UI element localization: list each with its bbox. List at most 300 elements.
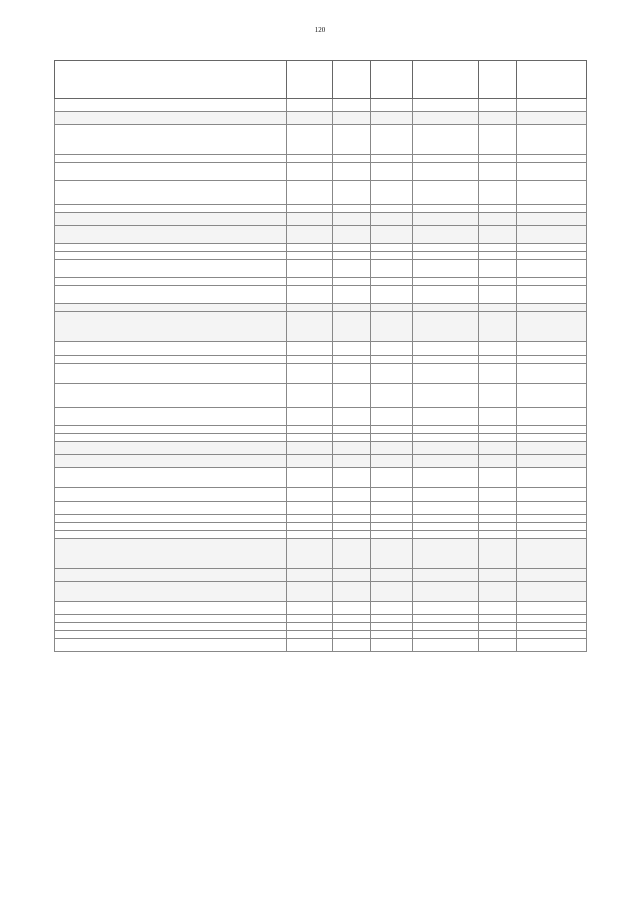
cell-amount <box>517 155 587 163</box>
cell-target-item <box>413 205 479 213</box>
cell-subsection <box>371 125 413 155</box>
cell-expense-type <box>479 539 517 569</box>
cell-subsection <box>371 312 413 342</box>
cell-subsection <box>371 286 413 304</box>
table-row <box>55 615 587 623</box>
table-row <box>55 426 587 434</box>
cell-amount <box>517 244 587 252</box>
column-header-amount <box>517 61 587 99</box>
cell-expense-type <box>479 515 517 523</box>
table-row <box>55 531 587 539</box>
table-row <box>55 244 587 252</box>
cell-name <box>55 226 287 244</box>
table-row <box>55 639 587 652</box>
cell-amount <box>517 408 587 426</box>
cell-name <box>55 623 287 631</box>
cell-subsection <box>371 502 413 515</box>
cell-amount <box>517 342 587 356</box>
cell-name <box>55 384 287 408</box>
cell-section <box>333 226 371 244</box>
cell-section <box>333 213 371 226</box>
cell-section <box>333 99 371 112</box>
cell-name <box>55 213 287 226</box>
cell-target-item <box>413 213 479 226</box>
column-header-section <box>333 61 371 99</box>
cell-amount <box>517 631 587 639</box>
cell-name <box>55 356 287 364</box>
cell-expense-type <box>479 523 517 531</box>
table-row <box>55 631 587 639</box>
cell-name <box>55 615 287 623</box>
cell-target-item <box>413 631 479 639</box>
cell-department <box>287 639 333 652</box>
cell-subsection <box>371 488 413 502</box>
cell-amount <box>517 531 587 539</box>
cell-section <box>333 631 371 639</box>
cell-department <box>287 408 333 426</box>
cell-name <box>55 515 287 523</box>
cell-subsection <box>371 602 413 615</box>
cell-department <box>287 631 333 639</box>
table-row <box>55 523 587 531</box>
cell-department <box>287 244 333 252</box>
cell-expense-type <box>479 531 517 539</box>
table-row <box>55 502 587 515</box>
cell-expense-type <box>479 213 517 226</box>
cell-expense-type <box>479 244 517 252</box>
cell-target-item <box>413 426 479 434</box>
table-row <box>55 312 587 342</box>
cell-amount <box>517 615 587 623</box>
cell-name <box>55 252 287 260</box>
cell-section <box>333 364 371 384</box>
cell-subsection <box>371 623 413 631</box>
cell-department <box>287 434 333 442</box>
cell-name <box>55 244 287 252</box>
cell-section <box>333 205 371 213</box>
cell-department <box>287 569 333 582</box>
cell-subsection <box>371 244 413 252</box>
cell-amount <box>517 582 587 602</box>
cell-subsection <box>371 181 413 205</box>
cell-expense-type <box>479 181 517 205</box>
cell-section <box>333 112 371 125</box>
cell-name <box>55 468 287 488</box>
table-row <box>55 384 587 408</box>
page-number: 120 <box>314 26 326 34</box>
cell-target-item <box>413 112 479 125</box>
table-row <box>55 278 587 286</box>
cell-expense-type <box>479 434 517 442</box>
cell-expense-type <box>479 342 517 356</box>
cell-amount <box>517 304 587 312</box>
cell-subsection <box>371 260 413 278</box>
cell-subsection <box>371 226 413 244</box>
cell-amount <box>517 252 587 260</box>
cell-expense-type <box>479 278 517 286</box>
cell-subsection <box>371 408 413 426</box>
cell-section <box>333 539 371 569</box>
cell-department <box>287 286 333 304</box>
cell-expense-type <box>479 408 517 426</box>
cell-section <box>333 523 371 531</box>
cell-section <box>333 488 371 502</box>
cell-name <box>55 502 287 515</box>
cell-subsection <box>371 205 413 213</box>
cell-target-item <box>413 155 479 163</box>
cell-subsection <box>371 455 413 468</box>
cell-target-item <box>413 278 479 286</box>
cell-department <box>287 384 333 408</box>
table-row <box>55 304 587 312</box>
cell-amount <box>517 181 587 205</box>
cell-department <box>287 278 333 286</box>
cell-amount <box>517 523 587 531</box>
cell-amount <box>517 112 587 125</box>
cell-section <box>333 384 371 408</box>
cell-expense-type <box>479 163 517 181</box>
cell-subsection <box>371 639 413 652</box>
cell-subsection <box>371 434 413 442</box>
cell-expense-type <box>479 502 517 515</box>
cell-section <box>333 278 371 286</box>
cell-expense-type <box>479 631 517 639</box>
cell-name <box>55 364 287 384</box>
cell-subsection <box>371 582 413 602</box>
cell-subsection <box>371 99 413 112</box>
cell-subsection <box>371 356 413 364</box>
cell-expense-type <box>479 602 517 615</box>
cell-target-item <box>413 244 479 252</box>
cell-target-item <box>413 569 479 582</box>
cell-section <box>333 582 371 602</box>
cell-name <box>55 286 287 304</box>
cell-name <box>55 523 287 531</box>
cell-section <box>333 408 371 426</box>
cell-section <box>333 515 371 523</box>
cell-section <box>333 426 371 434</box>
cell-expense-type <box>479 226 517 244</box>
cell-department <box>287 213 333 226</box>
cell-target-item <box>413 623 479 631</box>
cell-section <box>333 252 371 260</box>
cell-department <box>287 539 333 569</box>
table-row <box>55 442 587 455</box>
table-row <box>55 356 587 364</box>
cell-name <box>55 426 287 434</box>
cell-name <box>55 569 287 582</box>
table-row <box>55 623 587 631</box>
cell-section <box>333 602 371 615</box>
cell-amount <box>517 623 587 631</box>
cell-expense-type <box>479 205 517 213</box>
table-row <box>55 434 587 442</box>
cell-department <box>287 342 333 356</box>
cell-name <box>55 205 287 213</box>
table-row <box>55 342 587 356</box>
cell-target-item <box>413 523 479 531</box>
column-header-expense-type <box>479 61 517 99</box>
cell-department <box>287 426 333 434</box>
cell-name <box>55 112 287 125</box>
cell-department <box>287 260 333 278</box>
cell-name <box>55 408 287 426</box>
cell-section <box>333 286 371 304</box>
cell-target-item <box>413 226 479 244</box>
cell-subsection <box>371 442 413 455</box>
cell-amount <box>517 278 587 286</box>
cell-department <box>287 312 333 342</box>
table-row <box>55 539 587 569</box>
cell-name <box>55 312 287 342</box>
cell-amount <box>517 213 587 226</box>
cell-section <box>333 244 371 252</box>
cell-amount <box>517 539 587 569</box>
table-row <box>55 569 587 582</box>
cell-target-item <box>413 304 479 312</box>
cell-department <box>287 442 333 455</box>
column-header-name <box>55 61 287 99</box>
cell-subsection <box>371 342 413 356</box>
cell-department <box>287 364 333 384</box>
cell-subsection <box>371 112 413 125</box>
cell-section <box>333 468 371 488</box>
cell-subsection <box>371 426 413 434</box>
cell-subsection <box>371 631 413 639</box>
cell-amount <box>517 515 587 523</box>
cell-department <box>287 623 333 631</box>
cell-target-item <box>413 488 479 502</box>
cell-name <box>55 260 287 278</box>
cell-department <box>287 252 333 260</box>
cell-department <box>287 523 333 531</box>
table-row <box>55 455 587 468</box>
cell-section <box>333 569 371 582</box>
table-body <box>55 99 587 652</box>
table-row <box>55 205 587 213</box>
cell-target-item <box>413 286 479 304</box>
cell-target-item <box>413 455 479 468</box>
cell-name <box>55 99 287 112</box>
cell-target-item <box>413 531 479 539</box>
cell-department <box>287 181 333 205</box>
cell-subsection <box>371 278 413 286</box>
table-row <box>55 112 587 125</box>
cell-subsection <box>371 364 413 384</box>
table-header-row <box>55 61 587 99</box>
cell-name <box>55 531 287 539</box>
cell-name <box>55 342 287 356</box>
cell-amount <box>517 426 587 434</box>
cell-subsection <box>371 304 413 312</box>
cell-target-item <box>413 364 479 384</box>
cell-name <box>55 631 287 639</box>
cell-subsection <box>371 213 413 226</box>
cell-expense-type <box>479 99 517 112</box>
cell-expense-type <box>479 455 517 468</box>
cell-target-item <box>413 468 479 488</box>
cell-name <box>55 582 287 602</box>
cell-amount <box>517 468 587 488</box>
cell-amount <box>517 356 587 364</box>
cell-target-item <box>413 515 479 523</box>
cell-name <box>55 434 287 442</box>
table-row <box>55 213 587 226</box>
cell-target-item <box>413 356 479 364</box>
table-row <box>55 155 587 163</box>
table-row <box>55 468 587 488</box>
cell-section <box>333 623 371 631</box>
cell-amount <box>517 260 587 278</box>
column-header-subsection <box>371 61 413 99</box>
cell-amount <box>517 286 587 304</box>
cell-expense-type <box>479 623 517 631</box>
cell-name <box>55 455 287 468</box>
cell-amount <box>517 312 587 342</box>
cell-expense-type <box>479 442 517 455</box>
table-row <box>55 99 587 112</box>
cell-name <box>55 181 287 205</box>
cell-section <box>333 260 371 278</box>
table-row <box>55 408 587 426</box>
cell-department <box>287 125 333 155</box>
cell-expense-type <box>479 384 517 408</box>
cell-expense-type <box>479 468 517 488</box>
cell-subsection <box>371 523 413 531</box>
cell-subsection <box>371 569 413 582</box>
cell-department <box>287 205 333 213</box>
cell-expense-type <box>479 582 517 602</box>
cell-subsection <box>371 468 413 488</box>
cell-section <box>333 181 371 205</box>
cell-department <box>287 602 333 615</box>
cell-amount <box>517 384 587 408</box>
cell-target-item <box>413 442 479 455</box>
cell-subsection <box>371 252 413 260</box>
cell-name <box>55 278 287 286</box>
cell-section <box>333 442 371 455</box>
cell-target-item <box>413 602 479 615</box>
cell-target-item <box>413 502 479 515</box>
cell-expense-type <box>479 364 517 384</box>
cell-expense-type <box>479 615 517 623</box>
table-row <box>55 286 587 304</box>
cell-department <box>287 356 333 364</box>
cell-department <box>287 615 333 623</box>
cell-expense-type <box>479 260 517 278</box>
cell-amount <box>517 125 587 155</box>
cell-name <box>55 155 287 163</box>
table-row <box>55 252 587 260</box>
cell-section <box>333 155 371 163</box>
cell-target-item <box>413 408 479 426</box>
cell-amount <box>517 569 587 582</box>
table-row <box>55 226 587 244</box>
cell-expense-type <box>479 112 517 125</box>
table-row <box>55 260 587 278</box>
cell-department <box>287 502 333 515</box>
table-row <box>55 602 587 615</box>
cell-name <box>55 539 287 569</box>
cell-subsection <box>371 515 413 523</box>
cell-name <box>55 304 287 312</box>
cell-department <box>287 488 333 502</box>
cell-target-item <box>413 639 479 652</box>
cell-section <box>333 502 371 515</box>
cell-department <box>287 582 333 602</box>
table-row <box>55 364 587 384</box>
cell-department <box>287 163 333 181</box>
cell-target-item <box>413 312 479 342</box>
cell-target-item <box>413 252 479 260</box>
cell-section <box>333 531 371 539</box>
cell-target-item <box>413 342 479 356</box>
cell-expense-type <box>479 252 517 260</box>
cell-section <box>333 434 371 442</box>
cell-amount <box>517 163 587 181</box>
cell-section <box>333 304 371 312</box>
cell-section <box>333 125 371 155</box>
cell-target-item <box>413 125 479 155</box>
cell-amount <box>517 364 587 384</box>
table-row <box>55 163 587 181</box>
cell-subsection <box>371 163 413 181</box>
cell-target-item <box>413 539 479 569</box>
cell-expense-type <box>479 286 517 304</box>
cell-department <box>287 455 333 468</box>
table-row <box>55 125 587 155</box>
cell-target-item <box>413 99 479 112</box>
cell-amount <box>517 442 587 455</box>
cell-subsection <box>371 615 413 623</box>
cell-amount <box>517 602 587 615</box>
cell-amount <box>517 226 587 244</box>
cell-expense-type <box>479 304 517 312</box>
cell-target-item <box>413 615 479 623</box>
table-row <box>55 515 587 523</box>
cell-subsection <box>371 531 413 539</box>
cell-subsection <box>371 539 413 569</box>
cell-target-item <box>413 384 479 408</box>
cell-department <box>287 112 333 125</box>
cell-name <box>55 163 287 181</box>
cell-expense-type <box>479 488 517 502</box>
cell-target-item <box>413 181 479 205</box>
table-row <box>55 488 587 502</box>
cell-expense-type <box>479 356 517 364</box>
cell-target-item <box>413 434 479 442</box>
cell-department <box>287 155 333 163</box>
cell-section <box>333 639 371 652</box>
column-header-department <box>287 61 333 99</box>
cell-section <box>333 356 371 364</box>
cell-subsection <box>371 384 413 408</box>
cell-target-item <box>413 582 479 602</box>
cell-department <box>287 515 333 523</box>
cell-amount <box>517 639 587 652</box>
cell-amount <box>517 502 587 515</box>
cell-section <box>333 615 371 623</box>
cell-name <box>55 488 287 502</box>
table-row <box>55 181 587 205</box>
cell-name <box>55 442 287 455</box>
cell-expense-type <box>479 125 517 155</box>
cell-expense-type <box>479 639 517 652</box>
budget-table <box>54 60 587 652</box>
cell-amount <box>517 99 587 112</box>
table-row <box>55 582 587 602</box>
cell-name <box>55 639 287 652</box>
